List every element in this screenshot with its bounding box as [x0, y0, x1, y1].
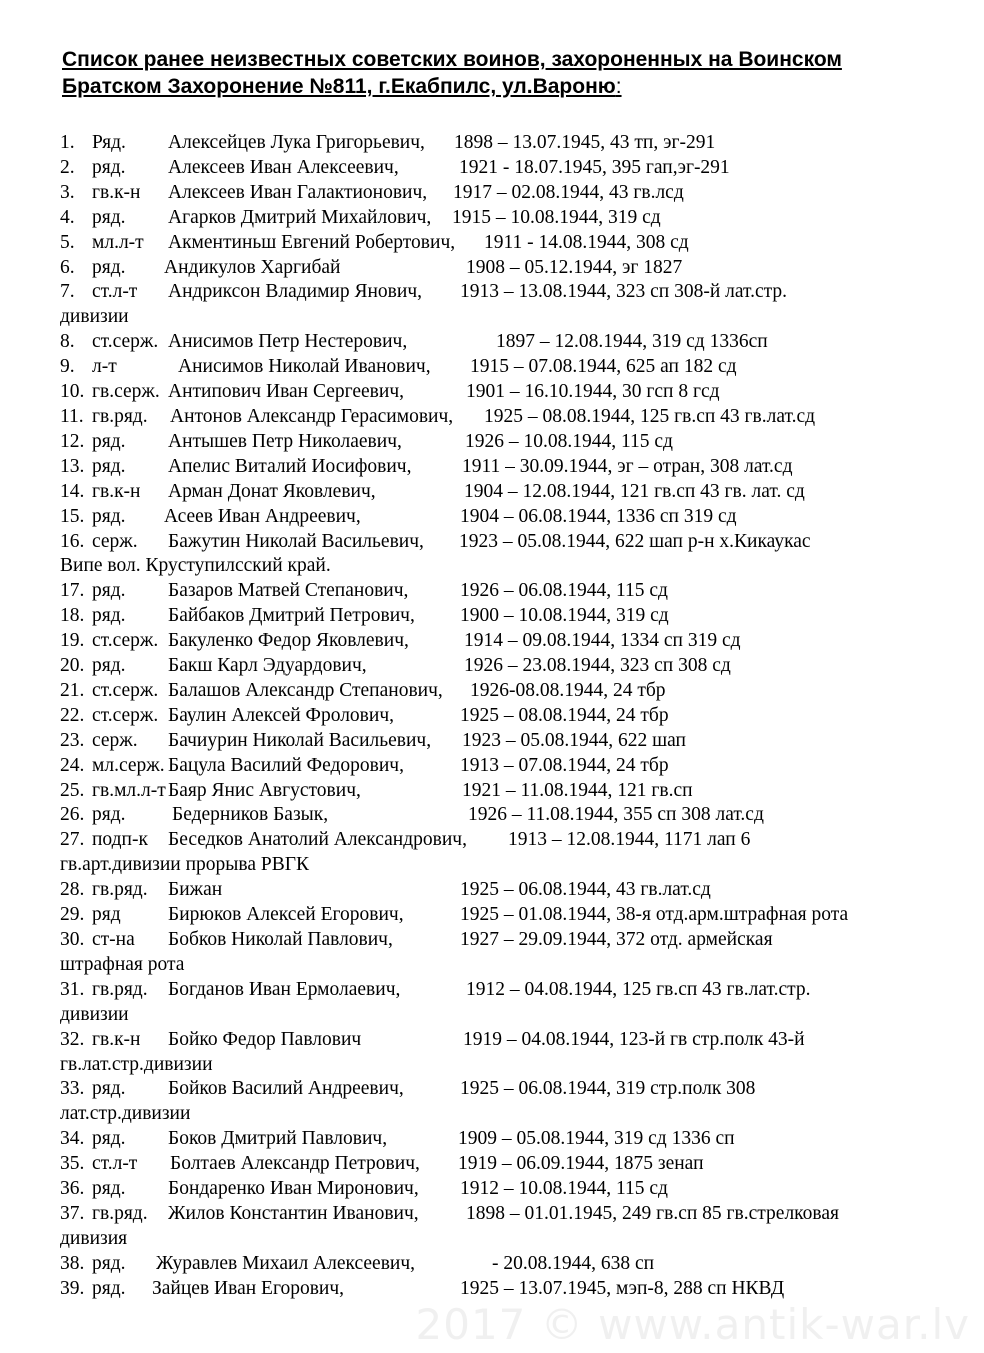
entry-row	[60, 181, 960, 206]
soldier-list	[60, 131, 960, 1302]
entry-details: 1926 – 23.08.1944, 323 сп 308 сд	[464, 655, 731, 677]
entry-row	[60, 604, 960, 629]
entry-name: Богданов Иван Ермолаевич,	[168, 978, 401, 1000]
list-item	[60, 480, 960, 505]
entry-number: 23.	[60, 729, 85, 751]
list-item	[60, 430, 960, 455]
entry-details: 1919 – 04.08.1944, 123-й гв стр.полк 43-й	[463, 1028, 805, 1050]
entry-name: Бойков Василий Андреевич,	[168, 1078, 404, 1100]
entry-rank: ряд.	[92, 1178, 126, 1200]
entry-number: 34.	[60, 1128, 85, 1150]
entry-rank: ряд.	[92, 1277, 126, 1299]
entry-name: Базаров Матвей Степанович,	[168, 580, 409, 602]
entry-continuation: гв.арт.дивизии прорыва РВГК	[60, 854, 310, 876]
entry-rank: ст.серж.	[92, 679, 159, 701]
list-item	[60, 754, 960, 779]
entry-name: Алексеев Иван Галактионович,	[168, 181, 428, 203]
entry-details: 1925 – 06.08.1944, 319 стр.полк 308	[460, 1078, 756, 1100]
entry-rank: гв.к-н	[92, 181, 141, 203]
entry-row	[60, 1077, 960, 1102]
entry-details: 1913 – 13.08.1944, 323 сп 308-й лат.стр.	[460, 281, 787, 303]
entry-details: 1914 – 09.08.1944, 1334 сп 319 сд	[464, 630, 741, 652]
entry-rank: ряд.	[92, 1252, 126, 1274]
entry-rank: ряд.	[92, 505, 126, 527]
entry-name: Апелис Виталий Иосифович,	[168, 455, 412, 477]
entry-rank: гв.мл.л-т	[92, 779, 166, 801]
entry-rank: ряд.	[92, 1078, 126, 1100]
entry-row	[60, 629, 960, 654]
entry-details: 1898 – 13.07.1945, 43 тп, эг-291	[454, 132, 716, 153]
entry-number: 36.	[60, 1178, 85, 1200]
entry-number: 19.	[60, 630, 85, 652]
entry-row	[60, 803, 960, 828]
entry-number: 15.	[60, 505, 85, 527]
entry-number: 30.	[60, 929, 85, 950]
list-item	[60, 704, 960, 729]
entry-name: Бакуленко Федор Яковлевич,	[168, 630, 409, 652]
list-item	[60, 654, 960, 679]
entry-rank: гв.ряд.	[92, 978, 148, 1000]
entry-row	[60, 280, 960, 305]
entry-row	[60, 928, 960, 953]
list-item	[60, 579, 960, 604]
entry-rank: гв.серж.	[92, 381, 160, 403]
entry-row	[60, 679, 960, 704]
list-item	[60, 1152, 960, 1177]
entry-row	[60, 330, 960, 355]
entry-number: 33.	[60, 1078, 85, 1100]
entry-row	[60, 530, 960, 555]
entry-name: Алексеев Иван Алексеевич,	[168, 156, 399, 178]
entry-rank: мл.л-т	[92, 231, 144, 253]
entry-name: Андикулов Харгибай	[164, 256, 341, 278]
entry-number: 14.	[60, 480, 85, 502]
entry-details: 1926-08.08.1944, 24 тбр	[470, 679, 666, 701]
entry-continuation: дивизии	[60, 1003, 129, 1025]
entry-number: 11.	[60, 405, 84, 427]
entry-name: Асеев Иван Андреевич,	[164, 505, 361, 527]
entry-number: 3.	[60, 181, 75, 203]
list-item	[60, 729, 960, 754]
entry-number: 35.	[60, 1153, 85, 1175]
entry-name: Журавлев Михаил Алексеевич,	[156, 1252, 416, 1274]
list-item	[60, 156, 960, 181]
entry-row	[60, 978, 960, 1003]
entry-details: 1911 - 14.08.1944, 308 сд	[484, 231, 689, 253]
entry-name: Баулин Алексей Фролович,	[168, 704, 395, 726]
list-item	[60, 1252, 960, 1277]
entry-row	[60, 156, 960, 181]
entry-row	[60, 1028, 960, 1053]
entry-number: 18.	[60, 605, 85, 627]
entry-details: 1904 – 06.08.1944, 1336 сп 319 сд	[460, 505, 737, 527]
list-item	[60, 1077, 960, 1127]
entry-name: Бижан	[168, 879, 223, 901]
entry-rank: гв.ряд.	[92, 405, 148, 427]
entry-rank: гв.к-н	[92, 480, 141, 502]
entry-name: Агарков Дмитрий Михайлович,	[168, 206, 432, 228]
entry-row	[60, 505, 960, 530]
entry-rank: ст-на	[92, 929, 135, 950]
entry-details: 1926 – 10.08.1944, 115 сд	[465, 430, 673, 452]
list-item	[60, 1028, 960, 1078]
entry-name: Акментиньш Евгений Робертович,	[168, 231, 456, 253]
entry-row	[60, 430, 960, 455]
entry-continuation: гв.лат.стр.дивизии	[60, 1053, 213, 1075]
entry-name: Бойко Федор Павлович	[168, 1028, 362, 1050]
entry-number: 25.	[60, 779, 85, 801]
entry-rank: ряд.	[92, 156, 126, 178]
entry-rank: ряд.	[92, 256, 126, 278]
list-item	[60, 1127, 960, 1152]
list-item	[60, 779, 960, 804]
entry-details: 1915 – 07.08.1944, 625 ап 182 сд	[470, 356, 737, 378]
entry-number: 6.	[60, 256, 75, 278]
entry-details: 1925 – 06.08.1944, 43 гв.лат.сд	[460, 879, 711, 901]
list-item	[60, 1177, 960, 1202]
entry-row	[60, 380, 960, 405]
list-item	[60, 679, 960, 704]
entry-rank: ст.серж.	[92, 704, 159, 726]
list-item	[60, 455, 960, 480]
list-item	[60, 1202, 960, 1252]
entry-row	[60, 231, 960, 256]
list-item	[60, 803, 960, 828]
entry-details: 1926 – 06.08.1944, 115 сд	[460, 580, 668, 602]
entry-row	[60, 654, 960, 679]
entry-name: Анисимов Николай Иванович,	[178, 356, 431, 378]
entry-continuation: лат.стр.дивизии	[60, 1103, 191, 1125]
entry-rank: гв.ряд.	[92, 1202, 148, 1224]
list-item	[60, 828, 960, 878]
title-colon: :	[615, 75, 622, 98]
entry-row	[60, 256, 960, 281]
entry-rank: ряд.	[92, 605, 126, 627]
entry-rank: ряд.	[92, 455, 126, 477]
entry-row	[60, 828, 960, 853]
entry-details: 1897 – 12.08.1944, 319 сд 1336сп	[496, 331, 768, 353]
entry-details: 1900 – 10.08.1944, 319 сд	[460, 605, 669, 627]
entry-rank: подп-к	[92, 829, 148, 851]
entry-name: Зайцев Иван Егорович,	[152, 1277, 345, 1299]
entry-number: 16.	[60, 530, 85, 552]
title-line-2-text: Братском Захоронение №811, г.Екабпилс, ул.Вароню	[62, 75, 616, 98]
entry-name: Бачиурин Николай Васильевич,	[168, 729, 432, 751]
entry-number: 2.	[60, 156, 75, 178]
entry-rank: серж.	[92, 729, 138, 751]
entry-number: 32.	[60, 1028, 85, 1050]
entry-name: Балашов Александр Степанович,	[168, 679, 443, 701]
entry-details: 1904 – 12.08.1944, 121 гв.сп 43 гв. лат. сд	[464, 480, 805, 502]
entry-rank: мл.серж.	[92, 754, 165, 776]
entry-name: Анисимов Петр Нестерович,	[168, 331, 408, 353]
entry-rank: ряд.	[92, 655, 126, 677]
list-item	[60, 405, 960, 430]
entry-row	[60, 878, 960, 903]
entry-row	[60, 1277, 960, 1302]
entry-row	[60, 903, 960, 928]
list-item	[60, 380, 960, 405]
entry-rank: ряд.	[92, 1128, 126, 1150]
entry-number: 37.	[60, 1202, 85, 1224]
entry-details: 1908 – 05.12.1944, эг 1827	[466, 256, 683, 278]
entry-number: 29.	[60, 904, 85, 926]
entry-number: 8.	[60, 331, 75, 353]
entry-details: 1913 – 07.08.1944, 24 тбр	[460, 754, 669, 776]
entry-details: 1927 – 29.09.1944, 372 отд. армейская	[460, 929, 773, 950]
list-item	[60, 1277, 960, 1302]
entry-name: Бирюков Алексей Егорович,	[168, 904, 404, 926]
document-title	[62, 46, 942, 100]
entry-rank: ст.серж.	[92, 630, 159, 652]
list-item	[60, 256, 960, 281]
list-item	[60, 530, 960, 580]
entry-details: - 20.08.1944, 638 сп	[492, 1252, 655, 1274]
entry-number: 24.	[60, 754, 85, 776]
list-item	[60, 280, 960, 330]
entry-details: 1915 – 10.08.1944, 319 сд	[452, 206, 661, 228]
list-item	[60, 330, 960, 355]
entry-details: 1925 – 08.08.1944, 24 тбр	[460, 704, 669, 726]
entry-row	[60, 131, 960, 156]
list-item	[60, 206, 960, 231]
entry-row	[60, 355, 960, 380]
entry-number: 31.	[60, 978, 85, 1000]
entry-name: Баяр Янис Августович,	[168, 779, 361, 801]
entry-rank: Ряд.	[92, 132, 126, 153]
entry-details: 1917 – 02.08.1944, 43 гв.лсд	[453, 181, 684, 203]
entry-number: 4.	[60, 206, 75, 228]
entry-row	[60, 1152, 960, 1177]
entry-number: 12.	[60, 430, 85, 452]
entry-rank: ст.серж.	[92, 331, 159, 353]
entry-continuation: штрафная рота	[60, 953, 185, 975]
entry-number: 13.	[60, 455, 85, 477]
list-item	[60, 131, 960, 156]
entry-number: 26.	[60, 804, 85, 826]
entry-name: Жилов Константин Иванович,	[168, 1202, 419, 1224]
entry-row	[60, 779, 960, 804]
list-item	[60, 181, 960, 206]
entry-details: 1901 – 16.10.1944, 30 гсп 8 гсд	[466, 381, 720, 403]
entry-name: Арман Донат Яковлевич,	[168, 480, 376, 502]
list-item	[60, 604, 960, 629]
entry-details: 1909 – 05.08.1944, 319 сд 1336 сп	[458, 1128, 735, 1150]
list-item	[60, 629, 960, 654]
entry-number: 39.	[60, 1277, 85, 1299]
entry-number: 21.	[60, 679, 85, 701]
list-item	[60, 231, 960, 256]
entry-details: 1919 – 06.09.1944, 1875 зенап	[458, 1153, 704, 1175]
entry-name: Антышев Петр Николаевич,	[168, 430, 402, 452]
entry-details: 1921 - 18.07.1945, 395 гап,эг-291	[459, 156, 730, 178]
entry-number: 28.	[60, 879, 85, 901]
entry-name: Антонов Александр Герасимович,	[170, 405, 454, 427]
entry-number: 22.	[60, 704, 85, 726]
entry-rank: ряд.	[92, 804, 126, 826]
entry-name: Бедерников Базык,	[172, 804, 329, 826]
entry-details: 1923 – 05.08.1944, 622 шап р-н х.Кикаукас	[459, 530, 811, 552]
entry-rank: гв.ряд.	[92, 879, 148, 901]
entry-details: 1913 – 12.08.1944, 1171 лап 6	[508, 829, 751, 851]
entry-row	[60, 1252, 960, 1277]
entry-details: 1923 – 05.08.1944, 622 шап	[462, 729, 686, 751]
entry-details: 1926 – 11.08.1944, 355 сп 308 лат.сд	[468, 804, 764, 826]
entry-name: Болтаев Александр Петрович,	[170, 1153, 420, 1175]
entry-rank: ряд	[92, 904, 121, 926]
title-line-2	[62, 73, 942, 100]
entry-number: 27.	[60, 829, 85, 851]
entry-name: Андриксон Владимир Янович,	[168, 281, 422, 303]
entry-details: 1925 – 08.08.1944, 125 гв.сп 43 гв.лат.сд	[484, 405, 816, 427]
entry-row	[60, 480, 960, 505]
list-item	[60, 355, 960, 380]
title-line-1: Список ранее неизвестных советских воинов, захороненных на Воинском	[62, 48, 842, 71]
entry-row	[60, 754, 960, 779]
entry-rank: ряд.	[92, 430, 126, 452]
entry-number: 38.	[60, 1252, 85, 1274]
entry-number: 20.	[60, 655, 85, 677]
entry-row	[60, 1127, 960, 1152]
entry-name: Бобков Николай Павлович,	[168, 929, 393, 950]
entry-rank: ст.л-т	[92, 281, 138, 303]
entry-rank: гв.к-н	[92, 1028, 141, 1050]
entry-row	[60, 729, 960, 754]
watermark: 2017 © www.antik-war.lv	[415, 1300, 970, 1349]
list-item	[60, 878, 960, 903]
entry-details: 1925 – 13.07.1945, мэп-8, 288 сп НКВД	[460, 1277, 785, 1299]
list-item	[60, 928, 960, 978]
entry-row	[60, 455, 960, 480]
entry-name: Бажутин Николай Васильевич,	[168, 530, 424, 552]
entry-details: 1925 – 01.08.1944, 38-я отд.арм.штрафная рота	[460, 904, 849, 926]
list-item	[60, 505, 960, 530]
entry-row	[60, 1202, 960, 1227]
entry-name: Байбаков Дмитрий Петрович,	[168, 605, 415, 627]
entry-row	[60, 405, 960, 430]
entry-row	[60, 206, 960, 231]
list-item	[60, 903, 960, 928]
entry-rank: ряд.	[92, 580, 126, 602]
entry-number: 7.	[60, 281, 75, 303]
entry-continuation: дивизия	[60, 1227, 128, 1249]
entry-continuation: Випе вол. Круступилсский край.	[60, 555, 331, 577]
entry-rank: серж.	[92, 530, 138, 552]
entry-details: 1912 – 04.08.1944, 125 гв.сп 43 гв.лат.стр.	[466, 978, 811, 1000]
entry-number: 10.	[60, 381, 85, 403]
entry-name: Бондаренко Иван Миронович,	[168, 1178, 419, 1200]
entry-rank: л-т	[92, 356, 117, 378]
entry-rank: ст.л-т	[92, 1153, 138, 1175]
entry-details: 1911 – 30.09.1944, эг – отран, 308 лат.сд	[462, 455, 793, 477]
entry-details: 1921 – 11.08.1944, 121 гв.сп	[462, 779, 693, 801]
entry-name: Бацула Василий Федорович,	[168, 754, 404, 776]
entry-name: Алексейцев Лука Григорьевич,	[168, 132, 425, 153]
entry-row	[60, 579, 960, 604]
entry-number: 17.	[60, 580, 85, 602]
entry-number: 9.	[60, 356, 75, 378]
entry-name: Антипович Иван Сергеевич,	[168, 381, 405, 403]
entry-name: Боков Дмитрий Павлович,	[168, 1128, 388, 1150]
entry-row	[60, 704, 960, 729]
entry-number: 1.	[60, 132, 75, 153]
entry-details: 1898 – 01.01.1945, 249 гв.сп 85 гв.стрелковая	[466, 1202, 839, 1224]
entry-rank: ряд.	[92, 206, 126, 228]
entry-row	[60, 1177, 960, 1202]
entry-number: 5.	[60, 231, 75, 253]
entry-continuation: дивизии	[60, 306, 129, 328]
list-item	[60, 978, 960, 1028]
entry-name: Бакш Карл Эдуардович,	[168, 655, 367, 677]
entry-details: 1912 – 10.08.1944, 115 сд	[460, 1178, 668, 1200]
entry-name: Беседков Анатолий Александрович,	[168, 829, 467, 851]
